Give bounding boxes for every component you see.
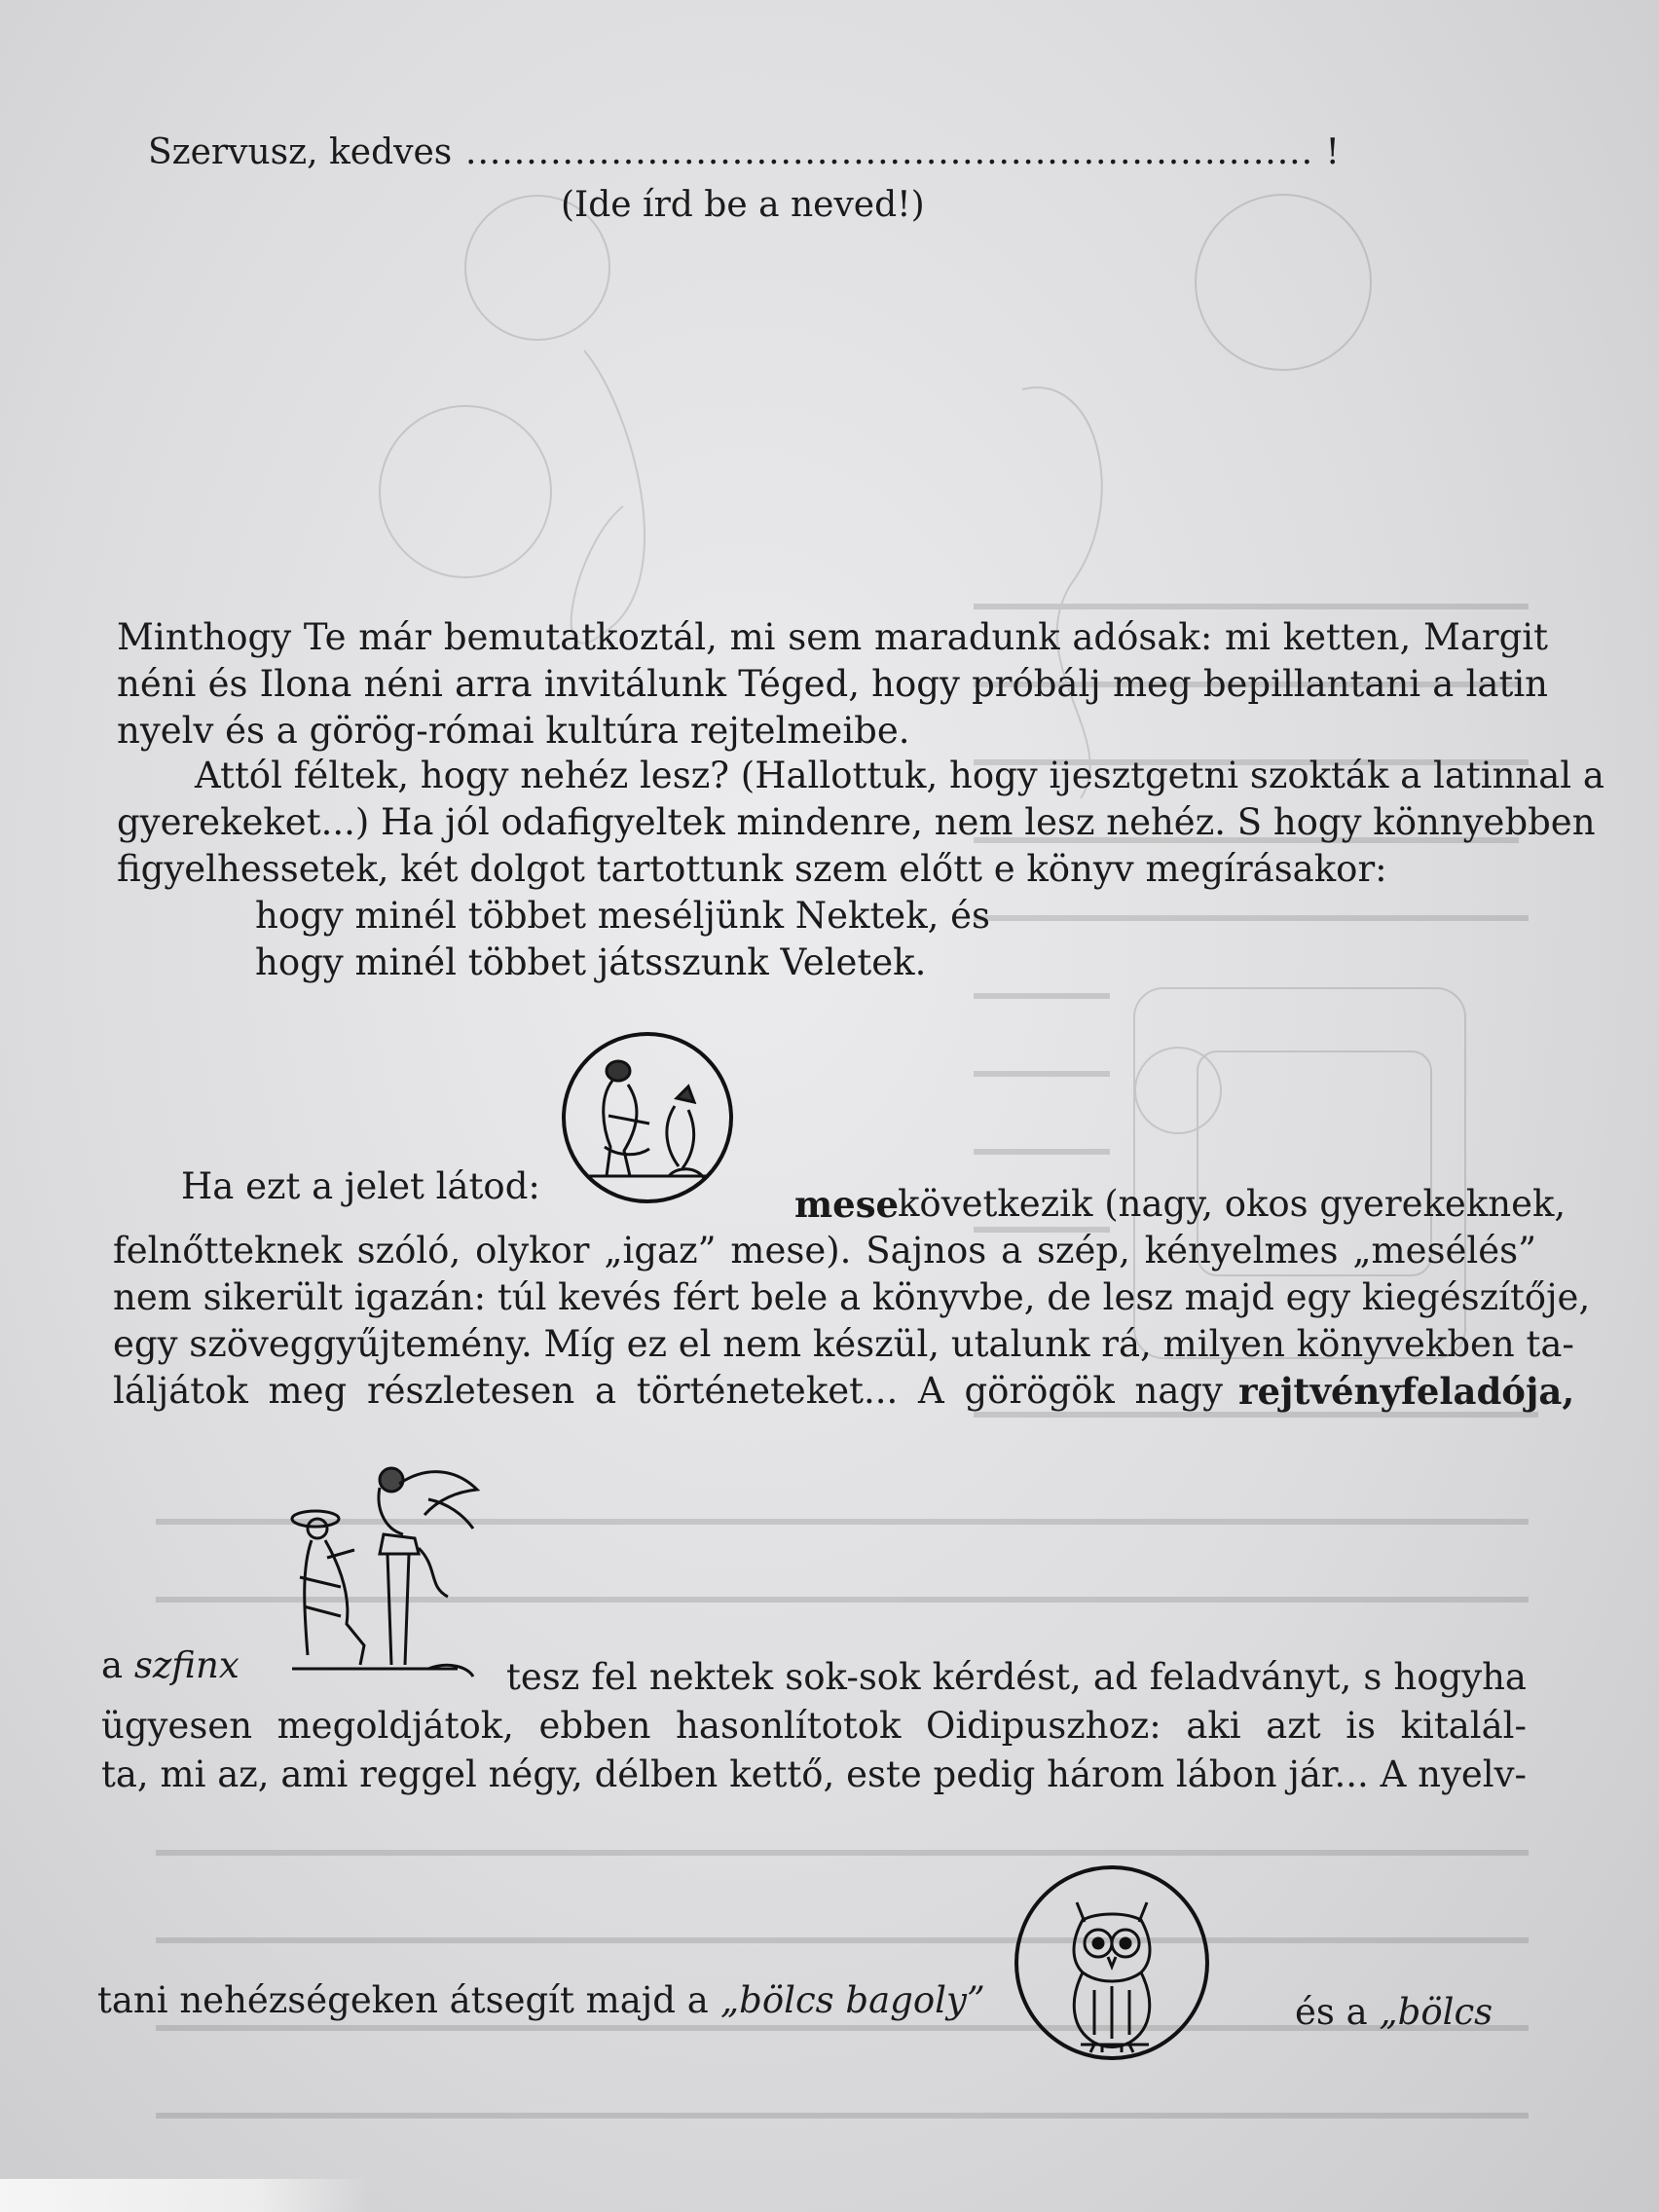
paragraph5-bolcs: „bölcs: [1379, 1991, 1493, 2033]
paragraph2-line3: figyelhessetek, két dolgot tartottunk szem előtt e könyv megírásakor:: [117, 848, 1387, 890]
paragraph2-line2: gyerekeket...) Ha jól odafigyeltek mindenre, nem lesz nehéz. S hogy könnyebben: [117, 801, 1596, 843]
paragraph3-line1-bold-wrap: [794, 1182, 911, 1228]
wise-owl-circle-icon: [1013, 1863, 1211, 2062]
paragraph3-line5-start: láljátok meg részletesen a történeteket... A görögök nagy: [113, 1370, 1223, 1412]
paragraph2-item2: hogy minél többet játsszunk Veletek.: [255, 941, 927, 983]
paragraph4-line2: ügyesen megoldjátok, ebben hasonlítotok Oidipuszhoz: aki azt is kitalál-: [101, 1705, 1527, 1747]
name-hint: (Ide írd be a neved!): [561, 185, 925, 225]
paragraph5-line1-start: tani nehézségeken átsegít majd a: [97, 1979, 709, 2021]
paragraph3-line1-end: következik (nagy, okos gyerekeknek,: [898, 1183, 1567, 1225]
paragraph4-article: a: [101, 1644, 124, 1686]
paragraph3-line4: egy szöveggyűjtemény. Míg ez el nem készül, utalunk rá, milyen könyvekben ta-: [113, 1323, 1574, 1365]
paragraph2-item1: hogy minél többet meséljünk Nektek, és: [255, 895, 991, 937]
paragraph3-mese: mese: [794, 1183, 900, 1226]
story-circle-emblem-icon: [560, 1030, 735, 1205]
paragraph5-bolcs-bagoly: „bölcs bagoly”: [720, 1979, 985, 2021]
paragraph1-line3: nyelv és a görög-római kultúra rejtelmeibe.: [117, 710, 910, 752]
paragraph1-line2: néni és Ilona néni arra invitálunk Téged, hogy próbálj meg bepillantani a latin: [117, 663, 1548, 705]
paragraph4-line1-end: tesz fel nektek sok-sok kérdést, ad feladványt, s hogyha: [506, 1656, 1527, 1698]
paragraph2-line1: Attól féltek, hogy nehéz lesz? (Hallottuk, hogy ijesztgetni szokták a latinnal a: [195, 755, 1604, 796]
watermark-strip: [0, 2179, 370, 2212]
paragraph4-line3: ta, mi az, ami reggel négy, délben kettő, este pedig három lábon jár... A nyelv-: [101, 1753, 1527, 1795]
paragraph3-line3: nem sikerült igazán: túl kevés fért bele a könyvbe, de lesz majd egy kiegészítője,: [113, 1276, 1591, 1318]
paragraph1-line1: Minthogy Te már bemutatkoztál, mi sem maradunk adósak: mi ketten, Margit: [117, 616, 1548, 658]
paragraph3-line5-bold-wrap: [1238, 1369, 1575, 1415]
greeting-salutation: Szervusz, kedves: [148, 132, 453, 172]
paragraph5-and: és a: [1295, 1991, 1368, 2033]
paragraph3-line1-start: Ha ezt a jelet látod:: [181, 1165, 540, 1207]
paragraph5-line1-end: [1295, 1990, 1529, 2035]
paragraph4-line1-start: [101, 1643, 296, 1688]
paragraph3-line2: felnőtteknek szóló, olykor „igaz” mese). Sajnos a szép, kényelmes „mesélés”: [113, 1230, 1536, 1272]
paragraph5-owl-phrase-wrap: [720, 1978, 1013, 2023]
name-blank-dots: ...................................................................... !: [465, 132, 1341, 172]
paragraph4-szfinx: szfinx: [133, 1644, 240, 1686]
paragraph3-rejtveny: rejtvényfeladója,: [1238, 1370, 1575, 1413]
sphinx-oedipus-illustration-icon: [282, 1460, 487, 1679]
